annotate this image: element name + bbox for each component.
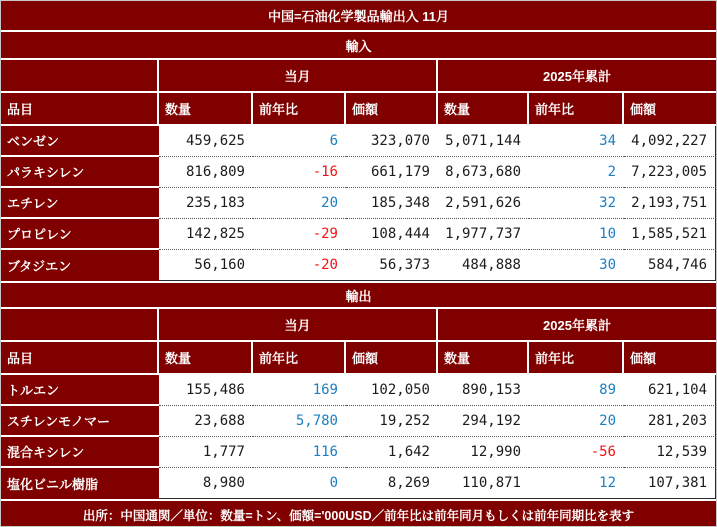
col-header-item: 品目 (1, 342, 159, 375)
col-header-qty: 数量 (438, 93, 529, 126)
cum-yoy-cell: 20 (529, 406, 624, 437)
table-row (1, 437, 716, 468)
cum-value-cell: 584,746 (624, 250, 716, 281)
cum-value-cell: 12,539 (624, 437, 716, 468)
group-cumulative-header: 2025年累計 (438, 60, 716, 93)
month-qty-cell: 155,486 (159, 375, 253, 406)
cum-yoy-cell: 89 (529, 375, 624, 406)
table-row (1, 468, 716, 499)
item-name-cell: エチレン (1, 188, 159, 219)
month-yoy-cell: -29 (253, 219, 346, 250)
col-header-qty: 数量 (438, 342, 529, 375)
cum-yoy-cell: 32 (529, 188, 624, 219)
cum-value-cell: 281,203 (624, 406, 716, 437)
month-yoy-cell: 20 (253, 188, 346, 219)
item-name-cell: パラキシレン (1, 157, 159, 188)
cum-qty-cell: 2,591,626 (438, 188, 529, 219)
table-row (1, 250, 716, 281)
month-qty-cell: 816,809 (159, 157, 253, 188)
col-header-qty: 数量 (159, 342, 253, 375)
import-column-header-row (1, 93, 716, 126)
cum-yoy-cell: -56 (529, 437, 624, 468)
table-row (1, 157, 716, 188)
month-yoy-cell: 0 (253, 468, 346, 499)
month-value-cell: 323,070 (346, 126, 438, 157)
table-row (1, 219, 716, 250)
cum-value-cell: 4,092,227 (624, 126, 716, 157)
cum-value-cell: 1,585,521 (624, 219, 716, 250)
cum-qty-cell: 890,153 (438, 375, 529, 406)
cum-value-cell: 2,193,751 (624, 188, 716, 219)
cum-value-cell: 621,104 (624, 375, 716, 406)
month-value-cell: 8,269 (346, 468, 438, 499)
cum-qty-cell: 8,673,680 (438, 157, 529, 188)
month-qty-cell: 459,625 (159, 126, 253, 157)
col-header-qty: 数量 (159, 93, 253, 126)
empty-corner-cell (1, 60, 159, 93)
export-group-header-row (1, 309, 716, 342)
col-header-value: 価額 (624, 93, 716, 126)
import-section-row (1, 32, 716, 60)
cum-qty-cell: 12,990 (438, 437, 529, 468)
month-yoy-cell: -16 (253, 157, 346, 188)
item-name-cell: 混合キシレン (1, 437, 159, 468)
cum-qty-cell: 294,192 (438, 406, 529, 437)
col-header-yoy: 前年比 (253, 93, 346, 126)
col-header-item: 品目 (1, 93, 159, 126)
item-name-cell: スチレンモノマー (1, 406, 159, 437)
empty-corner-cell (1, 309, 159, 342)
title-row (1, 1, 716, 32)
month-value-cell: 108,444 (346, 219, 438, 250)
cum-qty-cell: 110,871 (438, 468, 529, 499)
month-value-cell: 19,252 (346, 406, 438, 437)
month-qty-cell: 8,980 (159, 468, 253, 499)
table-row (1, 126, 716, 157)
cum-yoy-cell: 10 (529, 219, 624, 250)
cum-value-cell: 107,381 (624, 468, 716, 499)
source-note: 出所：中国通関／単位：数量=トン、価額='000USD／前年比は前年同月もしくは前年同期比を表す (1, 499, 716, 527)
table-row (1, 406, 716, 437)
item-name-cell: トルエン (1, 375, 159, 406)
export-section-row (1, 281, 716, 309)
section-export-label: 輸出 (1, 281, 716, 309)
import-group-header-row (1, 60, 716, 93)
section-import-label: 輸入 (1, 32, 716, 60)
table-row (1, 375, 716, 406)
cum-yoy-cell: 34 (529, 126, 624, 157)
col-header-yoy: 前年比 (253, 342, 346, 375)
cum-yoy-cell: 12 (529, 468, 624, 499)
col-header-yoy: 前年比 (529, 93, 624, 126)
cum-qty-cell: 5,071,144 (438, 126, 529, 157)
page-title: 中国=石油化学製品輸出入 11月 (1, 1, 716, 32)
col-header-yoy: 前年比 (529, 342, 624, 375)
item-name-cell: ベンゼン (1, 126, 159, 157)
month-qty-cell: 142,825 (159, 219, 253, 250)
month-value-cell: 102,050 (346, 375, 438, 406)
table-row (1, 188, 716, 219)
cum-yoy-cell: 30 (529, 250, 624, 281)
cum-yoy-cell: 2 (529, 157, 624, 188)
month-value-cell: 1,642 (346, 437, 438, 468)
col-header-value: 価額 (346, 93, 438, 126)
cum-value-cell: 7,223,005 (624, 157, 716, 188)
item-name-cell: ブタジエン (1, 250, 159, 281)
month-qty-cell: 23,688 (159, 406, 253, 437)
cum-qty-cell: 1,977,737 (438, 219, 529, 250)
month-yoy-cell: -20 (253, 250, 346, 281)
col-header-value: 価額 (346, 342, 438, 375)
month-value-cell: 661,179 (346, 157, 438, 188)
month-yoy-cell: 6 (253, 126, 346, 157)
month-value-cell: 56,373 (346, 250, 438, 281)
item-name-cell: プロピレン (1, 219, 159, 250)
report-table (1, 1, 716, 527)
month-qty-cell: 235,183 (159, 188, 253, 219)
item-name-cell: 塩化ビニル樹脂 (1, 468, 159, 499)
month-yoy-cell: 169 (253, 375, 346, 406)
col-header-value: 価額 (624, 342, 716, 375)
group-month-header: 当月 (159, 60, 438, 93)
month-qty-cell: 1,777 (159, 437, 253, 468)
month-qty-cell: 56,160 (159, 250, 253, 281)
export-column-header-row (1, 342, 716, 375)
cum-qty-cell: 484,888 (438, 250, 529, 281)
month-yoy-cell: 116 (253, 437, 346, 468)
month-value-cell: 185,348 (346, 188, 438, 219)
month-yoy-cell: 5,780 (253, 406, 346, 437)
group-month-header: 当月 (159, 309, 438, 342)
group-cumulative-header: 2025年累計 (438, 309, 716, 342)
footer-row (1, 499, 716, 527)
